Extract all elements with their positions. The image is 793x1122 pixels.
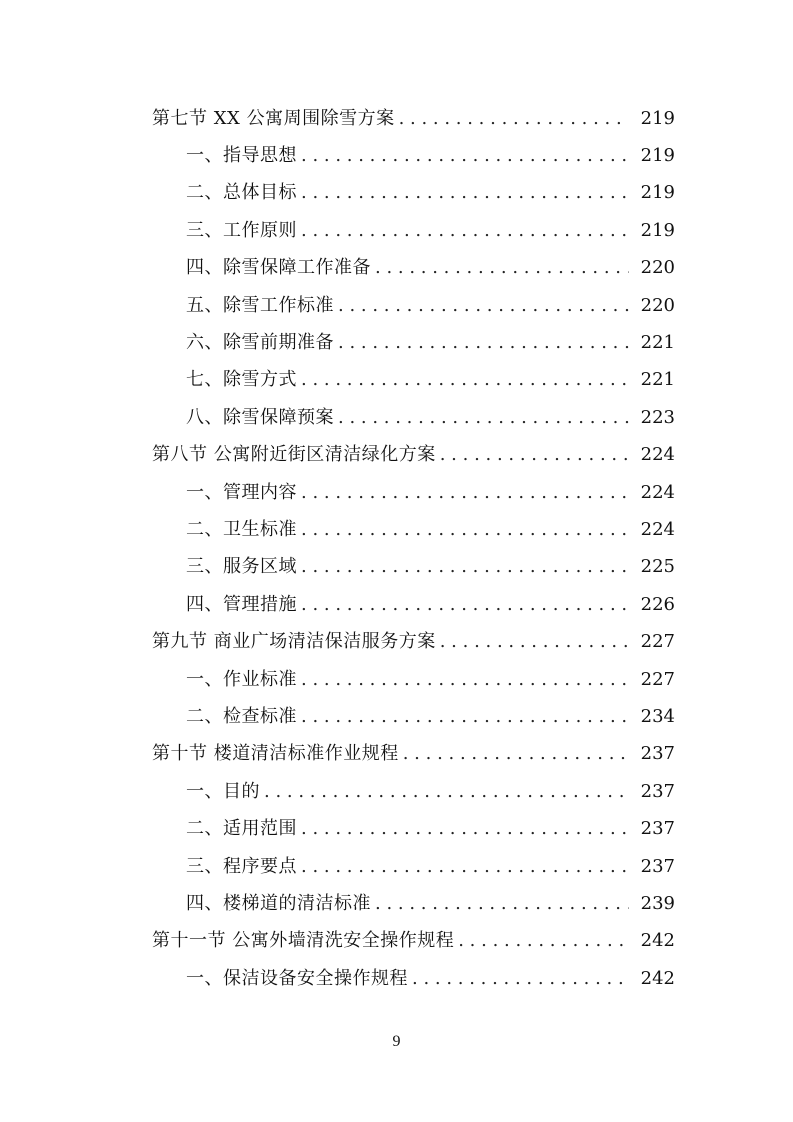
toc-dot-leader [375,895,629,913]
toc-entry-title: 第七节 XX 公寓周围除雪方案 [152,107,395,129]
toc-entry-title: 第十一节 公寓外墙清洗安全操作规程 [152,930,455,952]
toc-subsection-entry[interactable] [0,698,793,735]
toc-subsection-entry[interactable] [0,250,793,287]
toc-entry-page: 221 [640,332,675,354]
toc-entry-title: 一、指导思想 [186,145,297,167]
toc-entry-page: 223 [640,406,675,428]
toc-dot-leader [301,671,629,689]
toc-dot-leader [301,820,629,838]
toc-subsection-entry[interactable] [0,586,793,623]
toc-entry-title: 二、卫生标准 [186,518,297,540]
toc-dot-leader [301,858,629,876]
toc-subsection-entry[interactable] [0,885,793,922]
toc-section-entry[interactable] [0,100,793,137]
toc-subsection-entry[interactable] [0,773,793,810]
toc-dot-leader [301,708,629,726]
toc-entry-page: 234 [640,705,675,727]
toc-entry-page: 227 [640,668,675,690]
toc-entry-page: 227 [640,631,675,653]
toc-section-entry[interactable] [0,923,793,960]
toc-dot-leader [458,932,629,950]
toc-entry-page: 219 [640,145,675,167]
toc-subsection-entry[interactable] [0,399,793,436]
toc-entry-title: 二、检查标准 [186,705,297,727]
toc-entry-title: 一、作业标准 [186,668,297,690]
toc-entry-page: 219 [640,107,675,129]
toc-dot-leader [301,596,629,614]
toc-subsection-entry[interactable] [0,212,793,249]
toc-entry-page: 225 [640,556,675,578]
toc-entry-title: 三、工作原则 [186,219,297,241]
toc-entry-page: 221 [640,369,675,391]
toc-entry-title: 七、除雪方式 [186,369,297,391]
toc-dot-leader [338,409,629,427]
toc-section-entry[interactable] [0,736,793,773]
toc-dot-leader [399,110,629,128]
toc-dot-leader [412,970,629,988]
toc-dot-leader [301,484,629,502]
toc-entry-title: 四、除雪保障工作准备 [186,257,371,279]
toc-subsection-entry[interactable] [0,362,793,399]
toc-entry-title: 五、除雪工作标准 [186,294,334,316]
toc-entry-title: 一、目的 [186,780,260,802]
toc-entry-page: 237 [640,743,675,765]
toc-entry-title: 第八节 公寓附近街区清洁绿化方案 [152,444,436,466]
toc-entry-title: 三、程序要点 [186,855,297,877]
toc-entry-title: 一、保洁设备安全操作规程 [186,967,408,989]
toc-subsection-entry[interactable] [0,848,793,885]
toc-entry-page: 242 [640,930,675,952]
toc-subsection-entry[interactable] [0,960,793,997]
toc-subsection-entry[interactable] [0,511,793,548]
toc-dot-leader [338,334,629,352]
toc-subsection-entry[interactable] [0,549,793,586]
toc-entry-title: 第九节 商业广场清洁保洁服务方案 [152,631,436,653]
toc-entry-title: 一、管理内容 [186,481,297,503]
toc-entry-title: 第十节 楼道清洁标准作业规程 [152,743,399,765]
toc-entry-page: 239 [640,892,675,914]
toc-entry-page: 237 [640,780,675,802]
toc-entry-page: 224 [640,481,675,503]
toc-dot-leader [301,222,629,240]
toc-entry-page: 224 [640,518,675,540]
toc-entry-title: 二、总体目标 [186,182,297,204]
toc-entry-title: 四、管理措施 [186,593,297,615]
toc-dot-leader [338,297,629,315]
toc-entry-page: 237 [640,818,675,840]
toc-subsection-entry[interactable] [0,175,793,212]
toc-dot-leader [301,558,629,576]
toc-entry-title: 四、楼梯道的清洁标准 [186,892,371,914]
toc-section-entry[interactable] [0,623,793,660]
toc-subsection-entry[interactable] [0,661,793,698]
toc-entry-page: 220 [640,257,675,279]
toc-subsection-entry[interactable] [0,810,793,847]
toc-section-entry[interactable] [0,437,793,474]
table-of-contents [0,100,793,997]
page-number: 9 [392,1033,401,1050]
toc-entry-page: 242 [640,967,675,989]
toc-entry-page: 237 [640,855,675,877]
toc-dot-leader [440,633,629,651]
toc-dot-leader [440,446,629,464]
toc-dot-leader [264,783,629,801]
toc-entry-page: 219 [640,219,675,241]
toc-entry-page: 226 [640,593,675,615]
toc-entry-title: 三、服务区域 [186,556,297,578]
toc-entry-page: 219 [640,182,675,204]
toc-dot-leader [375,259,629,277]
toc-subsection-entry[interactable] [0,474,793,511]
toc-subsection-entry[interactable] [0,324,793,361]
toc-subsection-entry[interactable] [0,137,793,174]
toc-dot-leader [301,184,629,202]
toc-dot-leader [301,147,629,165]
toc-dot-leader [403,745,629,763]
toc-entry-title: 二、适用范围 [186,818,297,840]
toc-dot-leader [301,371,629,389]
toc-entry-page: 220 [640,294,675,316]
toc-entry-page: 224 [640,444,675,466]
toc-entry-title: 六、除雪前期准备 [186,332,334,354]
toc-entry-title: 八、除雪保障预案 [186,406,334,428]
toc-dot-leader [301,521,629,539]
toc-subsection-entry[interactable] [0,287,793,324]
